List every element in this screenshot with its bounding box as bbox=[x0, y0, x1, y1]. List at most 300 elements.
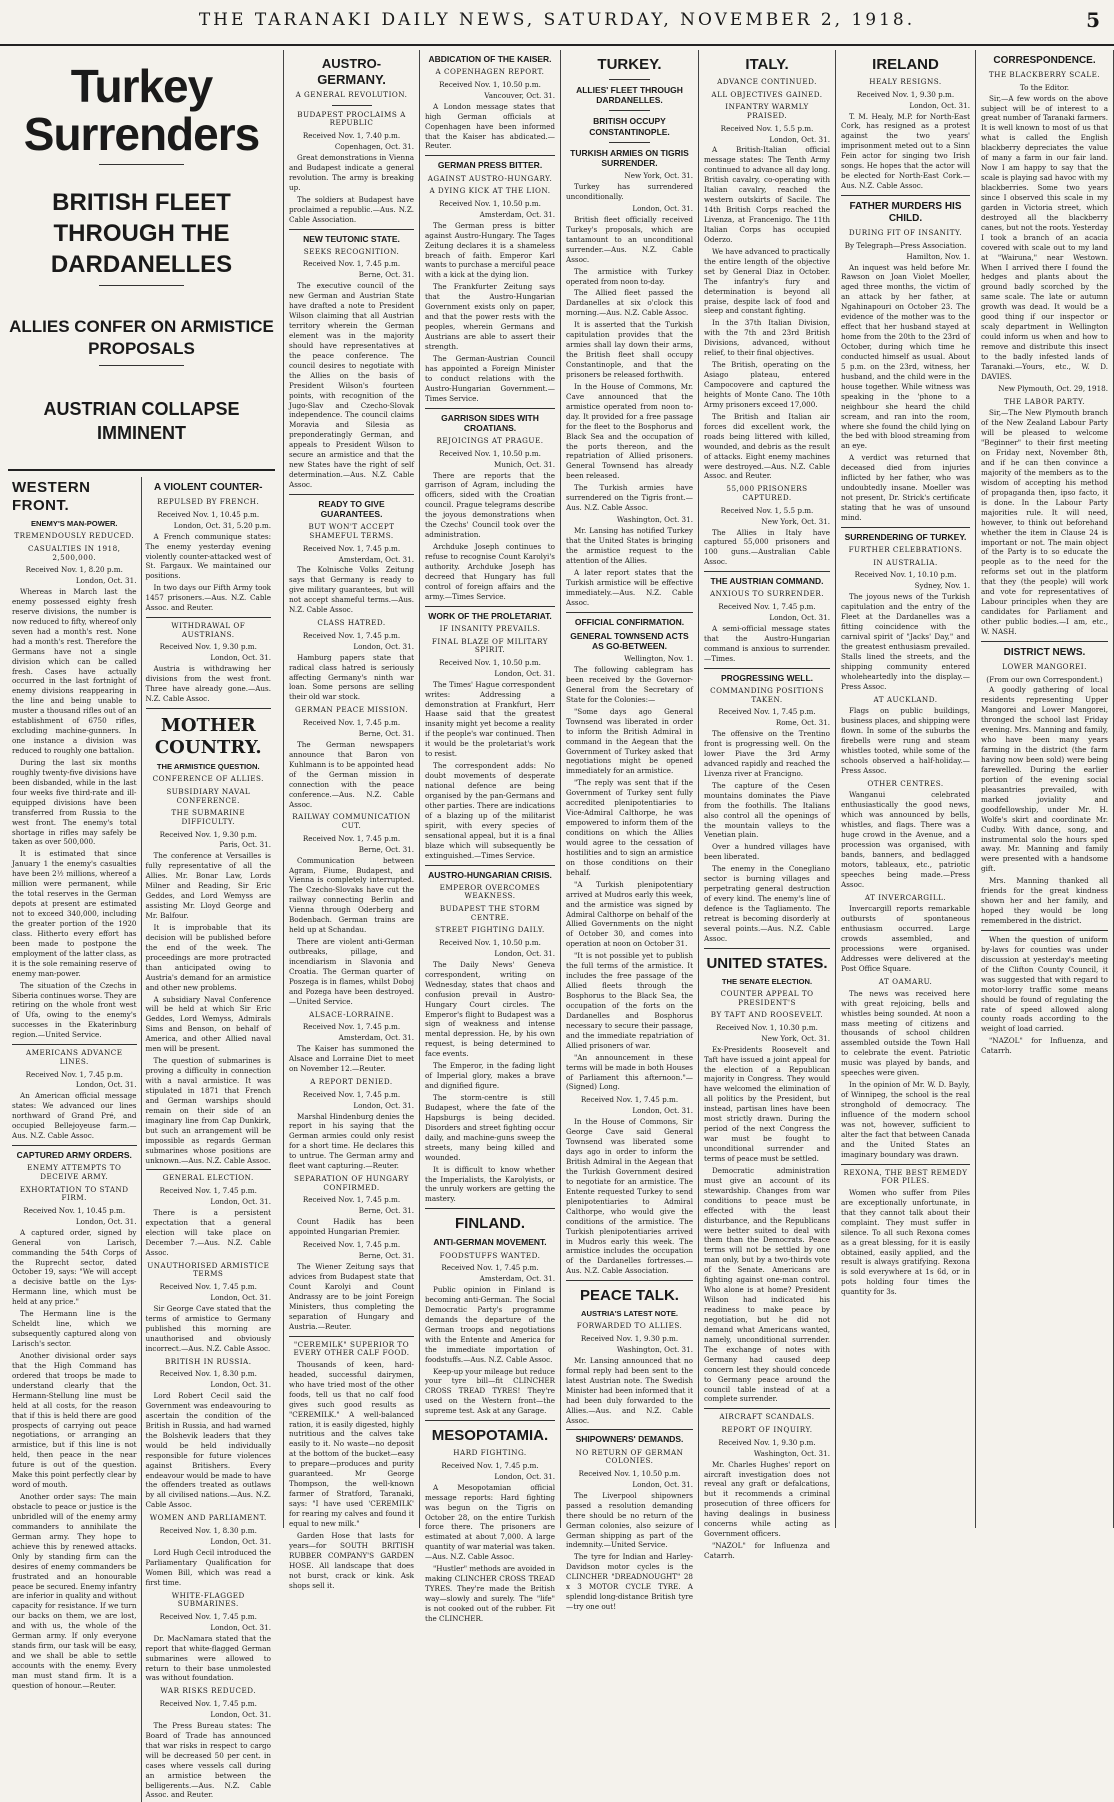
dateline: Berne, Oct. 31. bbox=[358, 1206, 414, 1216]
received-line: Received Nov. 1, 8.20 p.m. bbox=[25, 565, 123, 575]
dateline: London, Oct. 31. bbox=[909, 100, 970, 110]
article-paragraph: British fleet officially received Turkey's proposals, which are tantamount to an unconditional surrender.—Aus. N.Z. Cable Assoc. bbox=[566, 214, 693, 264]
dateline: London, Oct. 31. bbox=[210, 1380, 271, 1390]
article-paragraph: The Allies in Italy have captured 55,000 prisoners and 100 guns.—Australian Cable Assoc. bbox=[704, 527, 830, 567]
article-subhead: GERMAN PRESS BITTER. bbox=[437, 160, 543, 171]
divider bbox=[289, 494, 414, 495]
article-paragraph: It is difficult to know whether the Imperialists, the Karolyists, or the unruly workers are getting the mastery. bbox=[425, 1164, 555, 1204]
article-subhead: THE BLACKBERRY SCALE. bbox=[988, 70, 1101, 79]
article-subhead: READY TO GIVE GUARANTEES. bbox=[318, 498, 385, 520]
byline: (From our own Correspondent.) bbox=[986, 674, 1103, 684]
article-subhead: FINAL BLAZE OF MILITARY SPIRIT. bbox=[431, 636, 549, 655]
received-line: Received Nov. 1, 9.30 p.m. bbox=[580, 1334, 679, 1343]
article-paragraph: The British and Italian air forces did excellent work, the roads being littered with killed, wounded, and debris as the result of attacks. Eight enemy machines were destroyed.—Aus. N.Z. Cable Assoc. and Reuter. bbox=[704, 411, 830, 481]
dateline: Washington, Oct. 31. bbox=[616, 1344, 693, 1354]
article-paragraph: The offensive on the Trentino front is progressing well. On the lower Piave the 3rd Army advanced rapidly and reached the Livenza river at Francigno. bbox=[704, 729, 830, 778]
dateline: London, Oct. 31. bbox=[75, 1080, 137, 1090]
article-paragraph: The Kolnische Volks Zeitung says that Germany is ready to give military guarantees, but will not accept shameful terms.—Aus. N.Z. Cable Assoc. bbox=[289, 565, 414, 615]
article-subhead: CAPTURED ARMY ORDERS. bbox=[16, 1150, 132, 1161]
dateline: Paris, Oct. 31. bbox=[219, 840, 271, 850]
section-title: AUSTRO-GERMANY. bbox=[317, 56, 386, 87]
article-subhead: AUSTRO-HUNGARIAN CRISIS. bbox=[428, 869, 552, 880]
article-subhead: COUNTER APPEAL TO PRESIDENT'S bbox=[720, 988, 814, 1007]
dateline: Wellington, Nov. 1. bbox=[624, 654, 693, 664]
article-paragraph: We have advanced to practically the entire length of the objective set by General Diaz in October. The infantry's fury and determination is beyond all praise, despite lack of food and sleep and constant fighting. bbox=[704, 246, 830, 316]
article-paragraph: The Kaiser has summoned the Alsace and Lorraine Diet to meet on November 12.—Reuter. bbox=[289, 1044, 414, 1074]
article-subhead: ADVANCE CONTINUED. bbox=[717, 77, 817, 86]
advert-heading: REXONA, THE BEST REMEDY FOR PILES. bbox=[843, 1167, 968, 1186]
article-paragraph: The joyous news of the Turkish capitulation and the entry of the Fleet at the Dardanelles was a fitting coincidence with the carnival spirit of "Jacks' Day," and the greatest enthusiasm prevailed. Stalls lined the streets, and the shipping community entered wholeheartedly into the display.—Press Assoc. bbox=[841, 592, 970, 691]
article-subhead: THE SUBMARINE DIFFICULTY. bbox=[171, 808, 246, 826]
dateline: Washington, Oct. 31. bbox=[616, 515, 693, 525]
article-paragraph: It is improbable that its decision will be published before the end of the week. The proceedings are more protracted than anticipated owing to Austria's demand for an armistice and other new problems. bbox=[145, 922, 271, 992]
article-paragraph: Archduke Joseph continues to refuse to recognise Count Karolyi's authority. Archduke Joseph has decreed that Hungary has full control of foreign affairs and the army.—Times Service. bbox=[425, 542, 555, 601]
article-subhead: BUT WON'T ACCEPT SHAMEFUL TERMS. bbox=[308, 522, 395, 540]
dateline: Washington, Oct. 31. bbox=[753, 1448, 830, 1458]
column-correspondence bbox=[976, 50, 1114, 1528]
article-paragraph: In the House of Commons, Sir George Cave said General Townsend was liberated some days ago in order to inform the British Admiral in the Aegean that the Turkish Government desired to negotiate for an armistice. The Entente requested Turkey to send plenipotentiaries to Admiral Calthorpe, who would give the conditions of the armistice. The Turkish plenipotentiaries arrived in Mudros early this week. The armistice includes the occupation of the Dardanelles fortresses.—Aus. N.Z. Cable Association. bbox=[566, 1117, 693, 1276]
dateline: London, Oct. 31. bbox=[210, 653, 271, 663]
article-paragraph: The situation of the Czechs in Siberia continues worse. They are retiring on the whole front west of Ufa, owing to the enemy's successes in the Ekaterinburg region.—United Service. bbox=[12, 980, 137, 1040]
article-paragraph: In two days our Fifth Army took 1457 prisoners.—Aus. N.Z. Cable Assoc. and Reuter. bbox=[145, 583, 271, 613]
column-austro-germany bbox=[284, 50, 420, 1590]
article-paragraph: A semi-official message states that the Austro-Hungarian command is anxious to surrender.—Times. bbox=[704, 623, 830, 663]
article-paragraph: The executive council of the new German and Austrian State have drafted a note to President Wilson claiming that all Austrian territory wherein the German element was in the majority should have representatives at the peace conference. The council desires to negotiate with the Allies on the basis of President Wilson's fourteen points, with recognition of the Jugo-Slav and Czecho-Slovak independence. The council claims Moravia and Silesia as preponderatingly German, and appeals to President Wilson to secure an armistice and that the new States have the right of self determination.—Aus. N.Z. Cable Assoc. bbox=[289, 281, 414, 489]
article-subhead: AT OAMARU. bbox=[878, 977, 933, 987]
received-line: Received Nov. 1, 9.30 p.m. bbox=[718, 1437, 816, 1447]
received-line: Received Nov. 1, 10.10 p.m. bbox=[854, 570, 957, 580]
received-line: Received Nov. 1, 8.30 p.m. bbox=[159, 1369, 257, 1379]
article-subhead: A DYING KICK AT THE LION. bbox=[429, 186, 551, 196]
article-title: FATHER MURDERS HIS CHILD. bbox=[849, 201, 962, 225]
divider bbox=[425, 865, 555, 866]
dateline: London, Oct. 31. bbox=[210, 1622, 271, 1632]
article-subhead: THE ARMISTICE QUESTION. bbox=[156, 762, 260, 772]
article-paragraph: Whereas in March last the enemy possessed eighty fresh reserve divisions, the number is now reduced to fifty, whereof only seven had a month's rest. None had a month's rest. Therefore the Germans have not a single division which can be called fresh. Cases have actually occurred in the last fortnight of enemy divisions reappearing in the line and being unable to muster a thousand rifles out of an establishment of 6750 rifles, excluding machine-gunners. In one instance a division was reduced to roughly one battalion. bbox=[12, 587, 137, 756]
article-paragraph: The British, operating on the Asiago plateau, entered Campocovere and captured the heights of Monte Cano. The 10th Army prisoners exceed 17,000. bbox=[704, 360, 830, 409]
article-paragraph: T. M. Healy, M.P. for North-East Cork, has resigned as a protest against the two years' imprisonment meted out to a Sinn Fein actor for singing two Irish songs. He hopes that the actor will be elected for North-East Cork.—Aus. N.Z. Cable Assoc. bbox=[841, 111, 970, 191]
article-subhead: ALLIES' FLEET THROUGH DARDANELLES. bbox=[576, 85, 683, 106]
section-title: IRELAND bbox=[872, 56, 939, 73]
article-paragraph: The armistice with Turkey operated from noon to-day. bbox=[566, 266, 693, 286]
dateline: Vancouver, Oct. 31. bbox=[484, 90, 555, 100]
article-paragraph: "It is not possible yet to publish the full terms of the armistice. It includes the free passage of the Allied fleets through the Bosphorus to the Black Sea, the occupation of the forts on the Dardanelles and Bosphorus necessary to secure their passage, and the immediate repatriation of Allied prisoners of war. bbox=[566, 951, 693, 1050]
western-front-article bbox=[8, 477, 142, 1802]
article-subhead: BUDAPEST THE STORM CENTRE. bbox=[439, 904, 541, 922]
article-paragraph: "An announcement in these terms will be made in both Houses of Parliament this afternoon."—(Signed) Long. bbox=[566, 1052, 693, 1092]
lead-column bbox=[0, 50, 284, 1800]
divider bbox=[704, 1408, 830, 1409]
received-line: Received Nov. 1, 10.50 p.m. bbox=[439, 937, 541, 947]
article-paragraph: An American official message states: We advanced our lines northward of Grand Pré, and occupied Bellejoyeuse farm.—Aus. N.Z. Cable Assoc. bbox=[12, 1091, 137, 1141]
subheadline-armistice: ALLIES CONFER ON ARMISTICE PROPOSALS bbox=[9, 317, 274, 359]
received-line: Received Nov. 1, 8.30 p.m. bbox=[159, 1525, 257, 1535]
received-line: Received Nov. 1, 7.45 p.m. bbox=[302, 543, 401, 553]
article-paragraph: Sir George Cave stated that the terms of armistice to Germany published this morning are unauthorised and obviously incorrect.—Aus. N.Z. Cable Assoc. bbox=[145, 1303, 271, 1353]
article-paragraph: Democratic administration must give an account of its stewardship. Changes from war conditions to peace must be effected with the least disturbance, and the Republicans were better suited to deal with them than the Democrats. Peace terms will not be settled by one man only, but by a two-thirds vote of the Senate. Americans are fighting against one-man control. Who alone is at home? President Wilson had indicated his readiness to make peace by negotiation, but he did not demand what Americans wanted, namely, unconditional surrender. The exchange of notes with Germany had caused deep concern lest they should concede to Germany peace around the council table instead of at a complete surrender. bbox=[704, 1165, 830, 1404]
advert-paragraph: "NAZOL" for Influenza, and Catarrh. bbox=[981, 1036, 1108, 1056]
received-line: Received Nov. 1, 7.45 p.m. bbox=[159, 1281, 257, 1291]
divider bbox=[566, 612, 693, 613]
article-subhead: ALSACE-LORRAINE. bbox=[309, 1009, 394, 1019]
received-line: Received Nov. 1, 7.45 p.m. bbox=[718, 707, 816, 717]
article-subhead: THE LABOR PARTY. bbox=[1003, 396, 1086, 406]
article-subhead: NO RETURN OF GERMAN COLONIES. bbox=[575, 1447, 684, 1466]
section-title: DISTRICT NEWS. bbox=[1003, 646, 1086, 658]
article-paragraph: Lord Hugh Cecil introduced the Parliamentary Qualification for Women Bill, which was read a first time. bbox=[145, 1547, 271, 1587]
article-paragraph: Over a hundred villages have been liberated. bbox=[704, 842, 830, 862]
advert-paragraph: "Hustler" methods are avoided in making CLINCHER CROSS TREAD TYRES. They're made the British way—slowly and surely. The "life" is not cooked out of the rubber. Fit the CLINCHER. bbox=[425, 1564, 555, 1623]
article-subhead: AT INVERCARGILL. bbox=[864, 892, 947, 902]
article-paragraph: Marshal Hindenburg denies the report in his saying that the German armies could only resist for a short time. He declares this to untrue. The German army and fleet want capturing.—Reuter. bbox=[289, 1111, 414, 1171]
advert-paragraph: Keep-up your mileage but reduce your tyre bill—fit CLINCHER CROSS TREAD TYRES! They're used on the Western front—the supreme test. Ask at any Garage. bbox=[425, 1366, 555, 1416]
received-line: Received Nov. 1, 9.30 p.m. bbox=[856, 89, 955, 99]
advert-paragraph: "NAZOL" for Influenza and Catarrh. bbox=[704, 1541, 830, 1561]
article-paragraph: Turkey has surrendered unconditionally. bbox=[566, 182, 693, 201]
article-subhead: GENERAL TOWNSEND ACTS AS GO-BETWEEN. bbox=[570, 630, 689, 651]
article-paragraph: A subsidiary Naval Conference will be held at which Sir Eric Geddes, Lord Wemyss, Admirals Sims and Benson, on behalf of America, and other Allied naval men will be present. bbox=[145, 994, 271, 1054]
article-paragraph: Hamburg papers state that radical class hatred is seriously affecting Germany's ninth war loan. Some persons are selling their old war stock. bbox=[289, 652, 414, 702]
article-subhead: WHITE-FLAGGED SUBMARINES. bbox=[171, 1590, 245, 1609]
divider bbox=[99, 365, 184, 366]
article-subhead: COMMANDING POSITIONS TAKEN. bbox=[710, 685, 824, 704]
section-title: PEACE TALK. bbox=[580, 1287, 679, 1305]
divider bbox=[425, 606, 555, 607]
received-line: Received Nov. 1, 5.5 p.m. bbox=[720, 123, 814, 133]
article-paragraph: A captured order, signed by General von Larisch, commanding the 54th Corps of the Ruprecht sector, dated October 19, says: "We will accept a decisive battle on the Lys-Hermann line, which must be held at any price." bbox=[12, 1227, 137, 1307]
article-subhead: 55,000 PRISONERS CAPTURED. bbox=[726, 484, 808, 503]
article-paragraph: A verdict was returned that deceased died from injuries inflicted by her father, who was undoubtedly insane. Moeller was not present, Dr. Strick's certificate stating that he was of unsound mind. bbox=[841, 453, 970, 522]
dateline: New Plymouth, Oct. 29, 1918. bbox=[998, 383, 1108, 393]
article-subhead: A GENERAL REVOLUTION. bbox=[295, 90, 408, 100]
divider bbox=[12, 1044, 137, 1045]
article-subhead: AGAINST AUSTRO-HUNGARY. bbox=[427, 173, 553, 183]
article-subhead: CLASS HATRED. bbox=[317, 618, 386, 628]
divider bbox=[704, 668, 830, 669]
article-paragraph: A French communique states: The enemy yesterday evening violently counter-attacked west of St. Fargaux. We maintained our positions. bbox=[145, 531, 271, 581]
article-subhead: ALL OBJECTIVES GAINED. bbox=[711, 89, 823, 99]
dateline: London, Oct. 31. bbox=[769, 134, 830, 144]
article-subhead: DURING FIT OF INSANITY. bbox=[848, 228, 963, 238]
article-paragraph: Great demonstrations in Vienna and Budapest indicate a general revolution. The army is breaking up. bbox=[289, 152, 414, 192]
dateline: London, Oct. 31. bbox=[75, 576, 137, 586]
dateline: Berne, Oct. 31. bbox=[358, 270, 414, 280]
article-subhead: AIRCRAFT SCANDALS. bbox=[719, 1412, 815, 1422]
divider bbox=[425, 155, 555, 156]
section-title: MESOPOTAMIA. bbox=[431, 1427, 549, 1445]
column-abdication bbox=[420, 50, 561, 1623]
received-line: Received Nov. 1, 10.50 p.m. bbox=[439, 79, 541, 89]
article-subhead: REPULSED BY FRENCH. bbox=[157, 497, 260, 507]
article-subhead: THE SENATE ELECTION. bbox=[721, 976, 813, 986]
advert-paragraph: The tyre for Indian and Harley-Davidson motor cycles is the CLINCHER "DREADNOUGHT" 28 x 3 MOTOR CYCLE TYRE. A splendid long-distance British tyre—try one out! bbox=[566, 1552, 693, 1612]
article-paragraph: The Allied fleet passed the Dardanelles at six o'clock this morning.—Aus. N.Z. Cable Assoc. bbox=[566, 288, 693, 318]
lead-subcolumns bbox=[8, 469, 275, 1802]
article-subhead: AT AUCKLAND. bbox=[873, 694, 938, 704]
article-subhead: AMERICANS ADVANCE LINES. bbox=[26, 1048, 123, 1066]
article-subhead: ANXIOUS TO SURRENDER. bbox=[709, 589, 825, 599]
received-line: Received Nov. 1, 10.45 p.m. bbox=[23, 1205, 126, 1215]
article-paragraph: The Press Bureau states: The Board of Trade has announced that war risks in respect to cargo will be decreased 50 per cent. in cases where vessels call during an armistice between the belligerents.—Aus. N.Z. Cable Assoc. and Reuter. bbox=[145, 1720, 271, 1800]
dateline: London, Oct. 31. bbox=[353, 641, 414, 651]
article-paragraph: Austria is withdrawing her divisions from the west front. Three have already gone.—Aus. N.Z. Cable Assoc. bbox=[145, 664, 271, 704]
salutation: To the Editor. bbox=[1019, 82, 1070, 92]
section-title: FINLAND. bbox=[455, 1215, 525, 1233]
article-paragraph: Mr. Charles Hughes' report on aircraft investigation does not reveal any graft or defalcations, but it recommends a criminal prosecution of three officers for having dealings in business concerns while acting as Government officers. bbox=[704, 1459, 830, 1539]
received-line: Received Nov. 1, 10.50 p.m. bbox=[439, 198, 541, 208]
article-paragraph: The news was received here with great rejoicing, bells and whistles being sounded. At noon a mass meeting of citizens and thousands of school children assembled outside the Town Hall to celebrate the event. Patriotic music was played by bands, and speeches were given. bbox=[841, 988, 970, 1078]
article-paragraph: Public opinion in Finland is becoming anti-German. The Social Democratic Party's programme demands the departure of the German troops and negotiations with the Entente and America for the immediate importation of foodstuffs.—Aus. N.Z. Cable Assoc. bbox=[425, 1285, 555, 1364]
divider bbox=[609, 79, 650, 80]
dateline: Sydney, Nov. 1. bbox=[914, 581, 970, 591]
article-paragraph: Flags on public buildings, business places, and shipping were flown. In some of the suburbs the firebells were rung and steam whistles tooted, while some of the schools observed a half-holiday.—Press Assoc. bbox=[841, 706, 971, 775]
received-line: Received Nov. 1, 7.45 p.m. bbox=[302, 833, 401, 843]
article-subhead: WORK OF THE PROLETARIAT. bbox=[428, 610, 552, 621]
dateline: London, Oct. 31. bbox=[494, 1471, 555, 1481]
article-subhead: HEALY RESIGNS. bbox=[869, 77, 942, 86]
article-subhead: WOMEN AND PARLIAMENT. bbox=[149, 1513, 267, 1523]
dateline: London, Oct. 31. bbox=[632, 1106, 693, 1116]
divider bbox=[332, 105, 372, 106]
article-subhead: TREMENDOUSLY REDUCED. bbox=[14, 531, 135, 541]
divider bbox=[566, 1429, 693, 1430]
received-line: Received Nov. 1, 10.50 p.m. bbox=[439, 657, 541, 667]
dateline: London, Oct. 31. bbox=[210, 1709, 271, 1719]
article-paragraph: Another divisional order says that the High Command has ordered that troops be made to understand clearly that the Hermann-Stellung line must be held at all costs, for the reason that if this is held there are good prospects of carrying out peace negotiations, or arranging an armistice, but if this line is not held, then peace in the near future is out of the question. Make this point perfectly clear by word of mouth. bbox=[12, 1350, 137, 1490]
received-line: Received Nov. 1, 7.45 p.m. bbox=[302, 1022, 401, 1032]
dateline: London, Oct. 31. bbox=[769, 613, 830, 623]
dateline: Hamilton, Nov. 1. bbox=[906, 251, 970, 261]
received-line: Received Nov. 1, 10.30 p.m. bbox=[716, 1022, 818, 1032]
advert-paragraph: Thousands of keen, hard-headed, successful dairymen, who have tried most of the other foods, tell us that no calf food gives such good results as "CEREMILK." A well-balanced ration, it is easily digested, highly nutritious and the calves take easily to it. No waste—no deposit at the bottom of the bucket—easy to prepare—produces and purity guaranteed. Mr George Thompson, the well-known farmer of Stratford, Taranaki, says: "I have used 'CEREMILK' for rearing my calves and found it equal to new milk." bbox=[289, 1359, 414, 1528]
article-subhead: BRITISH OCCUPY CONSTANTINOPLE. bbox=[589, 116, 670, 137]
received-line: Received Nov. 1, 7.45 p.m. bbox=[718, 602, 816, 612]
article-paragraph: Invercargill reports remarkable outbursts of spontaneous enthusiasm occurred. Large crowds assembled, and processions were organised. Addresses were delivered at the Post Office Square. bbox=[841, 904, 970, 974]
divider bbox=[146, 617, 272, 618]
article-paragraph: The German-Austrian Council has appointed a Foreign Minister to conduct relations with the Austro-Hungarian Government.—Times Service. bbox=[425, 353, 555, 403]
article-paragraph: Another order says: The main obstacle to peace or justice is the unbridled will of the enemy army commanders to annihilate the German army. They hope to achieve this by renewed attacks. Only by standing firm can the desires of enemy commanders be frustrated and an honourable peace be secured. Enemy infantry are inferior in quality and without capacity for resistance. If we turn our backs on them, we are lost, and with us, the whole of the German army. If only everyone stands firm, our task will be easy, and we shall be able to settle accounts with the enemy. Every man must stand firm. It is a question of honour.—Reuter. bbox=[12, 1492, 137, 1690]
article-subhead: SEEKS RECOGNITION. bbox=[303, 246, 400, 256]
dateline: London, Oct. 31. bbox=[210, 1292, 271, 1302]
article-paragraph: The Times' Hague correspondent writes: Addressing a demonstration at Frankfurt, Herr Haase said that the greatest insanity might yet become a reality if the people's war continued. Then it would be the proletariat's work to resist. bbox=[425, 679, 555, 759]
article-subhead: WAR RISKS REDUCED. bbox=[160, 1686, 257, 1696]
divider bbox=[609, 142, 650, 143]
advert-paragraph: Garden Hose that lasts for years—for SOUTH BRITISH RUBBER COMPANY'S GARDEN HOSE. All landscape that does not burst, crack or kink. Ask shops sell it. bbox=[289, 1530, 414, 1590]
article-subhead: ENEMY ATTEMPTS TO DECEIVE ARMY. bbox=[27, 1163, 122, 1181]
divider bbox=[289, 1336, 414, 1337]
advert-heading: "CEREMILK" SUPERIOR TO EVERY OTHER CALF FOOD. bbox=[293, 1339, 410, 1358]
received-line: Received Nov. 1, 7.40 p.m. bbox=[302, 131, 401, 141]
article-paragraph: The Wiener Zeitung says that advices from Budapest state that Count Karolyi and Count Andrassy are to be joint Foreign Ministers, thus completing the separation of Hungary and Austria.—Reuter. bbox=[289, 1262, 414, 1331]
masthead bbox=[0, 0, 1114, 46]
article-subhead: SHIPOWNERS' DEMANDS. bbox=[575, 1434, 684, 1445]
article-subhead: REPORT OF INQUIRY. bbox=[721, 1425, 813, 1435]
article-paragraph: The following cablegram has been received by the Governor-General from the Secretary of State for the Colonies:— bbox=[566, 665, 693, 704]
received-line: Received Nov. 1, 10.45 p.m. bbox=[157, 509, 260, 519]
article-paragraph: The question of submarines is proving a difficulty in connection with a naval armistice. It was stipulated in 1871 that French and German warships should remain on their side of an imaginary line from Cap Dunkirk, but such an arrangement will be impossible as regards German submarines whose positions are unknown.—Aus. N.Z. Cable Assoc. bbox=[145, 1056, 271, 1165]
dateline: Rome, Oct. 31. bbox=[775, 718, 830, 728]
dateline: Berne, Oct. 31. bbox=[358, 1251, 414, 1261]
dateline: Amsterdam, Oct. 31. bbox=[479, 209, 555, 219]
article-subhead: INFANTRY WARMLY PRAISED. bbox=[725, 102, 809, 120]
dateline: New York, Oct. 31. bbox=[761, 1033, 830, 1043]
article-subhead: SURRENDERING OF TURKEY. bbox=[844, 531, 967, 542]
divider bbox=[99, 164, 184, 165]
article-paragraph: The Daily News' Geneva correspondent, writing on Wednesday, states that chaos and confusion prevail in Austro-Hungary Court circles. The Emperor's flight to Budapest was a sign of weakness and intense mental depression. He, by his own request, is being determined to face events. bbox=[425, 959, 555, 1059]
article-paragraph: The Hermann line is the Scheldt line, which we subsequently captured along von Larisch's sector. bbox=[12, 1309, 137, 1348]
dateline: London, Oct. 31. bbox=[632, 203, 693, 213]
article-paragraph: It is estimated that since January 1 the enemy's casualties have been 2½ millions, whereof a million were permanent, while the total reserves in the German depots at present are estimated not to exceed 340,000, including the greater portion of the 1920 class. Hitherto every effort has been made to postpone the employment of the latter class, as it is the sole remaining reserve of enemy man-power. bbox=[12, 849, 137, 978]
counter-attack-article bbox=[142, 477, 276, 1802]
divider bbox=[566, 1280, 693, 1281]
dateline: Copenhagen, Oct. 31. bbox=[334, 142, 414, 152]
divider bbox=[841, 195, 970, 196]
received-line: Received Nov. 1, 10.50 p.m. bbox=[578, 1468, 681, 1478]
received-line: Received Nov. 1, 9.30 p.m. bbox=[159, 642, 257, 652]
divider bbox=[841, 1164, 970, 1165]
article-subhead: FOODSTUFFS WANTED. bbox=[439, 1250, 541, 1260]
divider bbox=[609, 110, 650, 111]
article-paragraph: It is asserted that the Turkish capitulation provides that the armies shall lay down their arms, the British fleet shall occupy Constantinople, and that the prisoners be released forthwith. bbox=[566, 320, 693, 379]
article-paragraph: The Frankfurter Zeitung says that the Austro-Hungarian Government exists only on paper, and that the power rests with the peoples, wherein Germans and Austrians are able to assert their strength. bbox=[425, 282, 555, 351]
article-subhead: ANTI-GERMAN MOVEMENT. bbox=[433, 1237, 547, 1248]
article-paragraph: Wanganui celebrated enthusiastically the good news, which was announced by bells, whistles, and flags. There was a huge crowd in the Avenue, and a procession was organised, with bands, banners, and bedlagged motors, tableaux, etc., patriotic speeches being made.—Press Assoc. bbox=[841, 790, 970, 889]
article-paragraph: In the opinion of Mr. W. D. Bayly, of Winnipeg, the school is the real stronghold of democracy. The influence of the modern school was not, however, sufficient to alter the fact that between Canada and the United States an imaginary boundary was drawn. bbox=[841, 1080, 970, 1159]
article-subhead: AUSTRIA'S LATEST NOTE. bbox=[580, 1309, 678, 1319]
section-title: CORRESPONDENCE. bbox=[993, 55, 1096, 66]
received-line: Received Nov. 1, 7.45 p.m. bbox=[302, 259, 401, 269]
received-line: Received Nov. 1, 7.45 p.m. bbox=[25, 1069, 123, 1079]
dateline: New York, Oct. 31. bbox=[624, 171, 693, 181]
article-paragraph: Mr. Lansing announced that no formal reply had been sent to the latest Austrian note. The Swedish Minister had been informed that it had been duly forwarded to the Allies.—Aus. and N.Z. Cable Assoc. bbox=[566, 1355, 693, 1425]
section-title: TURKEY. bbox=[597, 56, 662, 73]
article-subhead: HARD FIGHTING. bbox=[453, 1448, 527, 1458]
article-subhead: TURKISH ARMIES ON TIGRIS SURRENDER. bbox=[570, 147, 689, 168]
article-subhead: THE AUSTRIAN COMMAND. bbox=[710, 576, 824, 587]
article-paragraph: The German newspapers announce that Baron von Kuhlmann is to be appointed head of the German mission in connection with the peace conference.—Aus. N.Z. Cable Assoc. bbox=[289, 739, 414, 809]
received-line: Received Nov. 1, 7.45 p.m. bbox=[302, 1240, 401, 1250]
dateline: Berne, Oct. 31. bbox=[358, 728, 414, 738]
received-line: Received Nov. 1, 7.45 p.m. bbox=[302, 718, 401, 727]
article-paragraph: The German press is bitter against Austro-Hungary. The Tages Zeitung declares it is a shameless breach of faith. Emperor Karl wants to purchase a merciful peace with a kick at the dying lion. bbox=[425, 220, 555, 280]
article-subhead: OTHER CENTRES. bbox=[867, 778, 944, 788]
article-paragraph: The capture of the Cesen mountains dominates the Piave from the foothills. The Italians also control all the openings of the mountain valleys to the Venetian plain. bbox=[704, 780, 830, 840]
article-paragraph: In the House of Commons, Mr. Cave announced that the armistice operated from noon to-day. It provided for a free passage for the fleet to the Bosphorus and Black Sea and the occupation of the ports thereon, and the repatriation of Allied prisoners. General Townsend has already been released. bbox=[566, 381, 693, 481]
subheadline-dardanelles: BRITISH FLEET THROUGH THE DARDANELLES bbox=[50, 188, 233, 278]
dateline: London, Oct. 31. bbox=[353, 1100, 414, 1110]
dateline: Munich, Oct. 31. bbox=[494, 459, 555, 469]
article-subhead: SEPARATION OF HUNGARY CONFIRMED. bbox=[294, 1174, 409, 1192]
dateline: Berne, Oct. 31. bbox=[358, 844, 414, 854]
article-paragraph: The enemy in the Conegliano sector is burning villages and perpetrating general destruction of every kind. The enemy's line of defence is the Tagliamento. The retreat is becoming disorderly at several points.—Aus. N.Z. Cable Assoc. bbox=[704, 864, 830, 943]
divider bbox=[704, 571, 830, 572]
divider bbox=[146, 708, 272, 709]
article-paragraph: The soldiers at Budapest have proclaimed a republic.—Aus. N.Z. Cable Association. bbox=[289, 194, 414, 224]
page-number: 5 bbox=[1086, 8, 1100, 32]
article-paragraph: A British-Italian official message states: The Tenth Army continued to advance all day long. British cavalry, co-operating with Italian cavalry, reached the western outskirts of Sacile. The 14th British Corps reached the Livenza, at Francenigo. The 11th Italian Corps has occupied Oderzo. bbox=[704, 145, 830, 244]
article-subhead: FORWARDED TO ALLIES. bbox=[576, 1321, 683, 1331]
received-line: Received Nov. 1, 7.45 p.m. bbox=[580, 1095, 679, 1105]
dateline: New York, Oct. 31. bbox=[761, 516, 830, 526]
section-title: WESTERN FRONT. bbox=[12, 479, 91, 515]
main-headline: Turkey Surrenders bbox=[23, 60, 260, 161]
dateline: Amsterdam, Oct. 31. bbox=[338, 554, 414, 564]
received-line: Received Nov. 1, 7.45 p.m. bbox=[302, 1089, 401, 1099]
article-subhead: FURTHER CELEBRATIONS. bbox=[848, 545, 963, 555]
article-paragraph: Dr. MacNamara stated that the report that white-flagged German submarines were allowed to return to their base unmolested was without foundation. bbox=[145, 1633, 271, 1683]
article-paragraph: Communication between Agram, Fiume, Budapest, and Vienna is completely interrupted. The Czecho-Slovaks have cut the railway connecting Berlin and Vienna through Oderberg and Bodenbach. German trains are held up at Schandau. bbox=[289, 855, 414, 935]
article-subhead: EXHORTATION TO STAND FIRM. bbox=[19, 1184, 129, 1203]
divider bbox=[425, 408, 555, 409]
advert-paragraph: Women who suffer from Piles are exceptionally unfortunate, in that they cannot talk about their complaint. They must suffer in silence. To all such Rexona comes as a great blessing, for it is easily obtained, easily applied, and the result is always gratifying. Rexona is sold everywhere at 1s 6d, or in pots holding four times the quantity for 3s. bbox=[841, 1187, 970, 1297]
column-ireland bbox=[836, 50, 976, 1528]
dateline: London, Oct. 31, 5.20 p.m. bbox=[173, 520, 271, 530]
received-line: Received Nov. 1, 7.45 p.m. bbox=[302, 1195, 401, 1205]
divider bbox=[425, 1208, 555, 1209]
divider bbox=[981, 641, 1108, 642]
article-subhead: CONFERENCE OF ALLIES. bbox=[152, 774, 264, 784]
divider bbox=[99, 285, 184, 286]
article-subhead: IN AUSTRALIA. bbox=[873, 557, 938, 567]
article-paragraph: The correspondent adds: No doubt movements of desperate national defence are being organised by the pan-Germans and other parties. There are indications of a blazing up of the militarist spirit, with every species of sensational appeal, but it is a final blaze which will subsequently be extinguished.—Times Service. bbox=[425, 761, 555, 860]
article-paragraph: Count Hadik has been appointed Hungarian Premier. bbox=[289, 1217, 414, 1237]
byline: By Telegraph—Press Association. bbox=[844, 240, 967, 250]
divider bbox=[146, 1169, 272, 1170]
divider bbox=[12, 1145, 137, 1146]
article-subhead: A REPORT DENIED. bbox=[310, 1076, 393, 1086]
divider bbox=[981, 930, 1108, 931]
dateline: Amsterdam, Oct. 31. bbox=[338, 1033, 414, 1043]
section-title: ITALY. bbox=[745, 56, 789, 73]
received-line: Received Nov. 1, 7.45 p.m. bbox=[441, 1460, 539, 1470]
article-subhead: OFFICIAL CONFIRMATION. bbox=[574, 616, 685, 627]
article-subhead: ENEMY'S MAN-POWER. bbox=[30, 519, 118, 529]
article-paragraph: Mrs. Manning thanked all friends for the great kindness shown her and her family, and hoped they would be long remembered in the district. bbox=[981, 876, 1108, 926]
article-paragraph: An inquest was held before Mr. Rawson on Joan Violet Moeller, aged three months, the victim of an attack by her father, at Ngahinapouri on October 23. The evidence of the mother was to the effect that her husband stayed at home from the 20th to the 23rd of October, during which time he conducted himself as usual. About 5 p.m. on the 23rd, witness, her husband, and the child were in the house together. While witness was speaking in the 'phone to a neighbour she heard the child scream, and ran into the room, where she found the child lying on the bed with blood streaming from an eye. bbox=[841, 262, 970, 451]
article-subhead: BRITISH IN RUSSIA. bbox=[164, 1356, 252, 1366]
article-paragraph: The Liverpool shipowners passed a resolution demanding there should be no return of the German colonies, also seizure of German shipping as part of the indemnity.—United Service. bbox=[566, 1490, 693, 1550]
article-title: A VIOLENT COUNTER- bbox=[153, 482, 263, 494]
article-subhead: GARRISON SIDES WITH CROATIANS. bbox=[441, 412, 539, 433]
article-subhead: LOWER MANGOREI. bbox=[1002, 661, 1087, 671]
article-paragraph: The storm-centre is still Budapest, where the fate of the Hapsburgs is being decided. Disorders and street fighting occur daily, and machine-guns sweep the streets, many being killed and wounded. bbox=[425, 1093, 555, 1162]
article-paragraph: There are violent anti-German outbreaks, pillage, and incendiarism in Slavonia and Croatia. The German quarter of Poszega is in flames, whilst Doboj and Pozega have been destroyed.—United Service. bbox=[289, 937, 414, 1006]
article-subhead: A COPENHAGEN REPORT. bbox=[435, 67, 545, 77]
article-paragraph: Mr. Lansing has notified Turkey that the United States is bringing the armistice request to the attention of the Allies. bbox=[566, 526, 693, 565]
article-subhead: NEW TEUTONIC STATE. bbox=[303, 233, 400, 244]
newspaper-title: THE TARANAKI DAILY NEWS, SATURDAY, NOVEMBER 2, 1918. bbox=[198, 10, 916, 30]
divider bbox=[425, 1420, 555, 1421]
dateline: London, Oct. 31. bbox=[632, 1479, 693, 1489]
section-title: UNITED STATES. bbox=[706, 954, 828, 972]
letter-paragraph: Sir,—A few words on the above subject will be of interest to a great number of Taranaki farmers. It is well known to most of us that what is called the English blackberry depreciates the value of many a farm in our fair land. Now I am happy to say that the scale is playing sad havoc with my blackberries. Some two years since I observed this scale in my garden in Victoria street, which destroyed all the blackberry canes, but not the roots. Yesterday I took a branch of an acacia covered with scale out to my land at "Wairuna," near Westown. When I arrived there I found the hedges and plants about the ground badly scorched by the same scale. The late or autumn growth was dead. It would be a good thing if our inspector or scaly department in Wellington could inform us when and how to remove and distribute this insect to the badly infested lands of Taranaki.—Yours, etc., W. D. DAVIES. bbox=[981, 93, 1108, 381]
dateline: London, Oct. 31. bbox=[210, 1197, 271, 1207]
article-paragraph: Ex-Presidents Roosevelt and Taft have issued a joint appeal for the election of a Republican majority in Congress. They would have welcomed the elimination of all politics by the President, but instead, partisan lines have been most strictly drawn. During the period of the next Congress the war must be fought to unconditional surrender and terms of peace must be settled. bbox=[704, 1044, 830, 1163]
received-line: Received Nov. 1, 7.45 p.m. bbox=[159, 1699, 257, 1709]
dateline: London, Oct. 31. bbox=[210, 1536, 271, 1546]
received-line: Received Nov. 1, 7.45 p.m. bbox=[441, 1263, 539, 1273]
divider bbox=[289, 229, 414, 230]
dateline: London, Oct. 31. bbox=[75, 1216, 137, 1226]
dateline: London, Oct. 31. bbox=[494, 668, 555, 678]
article-paragraph: A London message states that high German officials at Copenhagen have been informed that the Kaiser has abdicated.—Reuter. bbox=[425, 101, 555, 151]
article-subhead: IF INSANITY PREVAILS. bbox=[439, 623, 541, 633]
article-subhead: CASUALTIES IN 1918, 2,500,000. bbox=[28, 543, 121, 562]
article-paragraph: A goodly gathering of local residents representing Upper Mangorei and Lower Mangorei, thronged the school last Friday evening. Mrs. Manning and family, who have been many years farming in the district (the farm having now been sold) were being farewelled. During the earlier portion of the evening social pleasantries prevailed, with marked joviality and goodfellowship, under Mr. H. Wolfe's skirt and coordinate Mr. Cudby. With dance, song, and instrumental solo the hours sped away. Mr. Manning and family were presented with a handsome gift. bbox=[981, 685, 1108, 874]
article-subhead: RAILWAY COMMUNICATION CUT. bbox=[292, 812, 411, 831]
article-paragraph: There are reports that the garrison of Agram, including the officers, sided with the Croatian council. Prague telegrams describe the joyous demonstrations when the Czechs' Council took over the administration. bbox=[425, 470, 555, 540]
received-line: Received Nov. 1, 7.45 p.m. bbox=[159, 1186, 257, 1196]
